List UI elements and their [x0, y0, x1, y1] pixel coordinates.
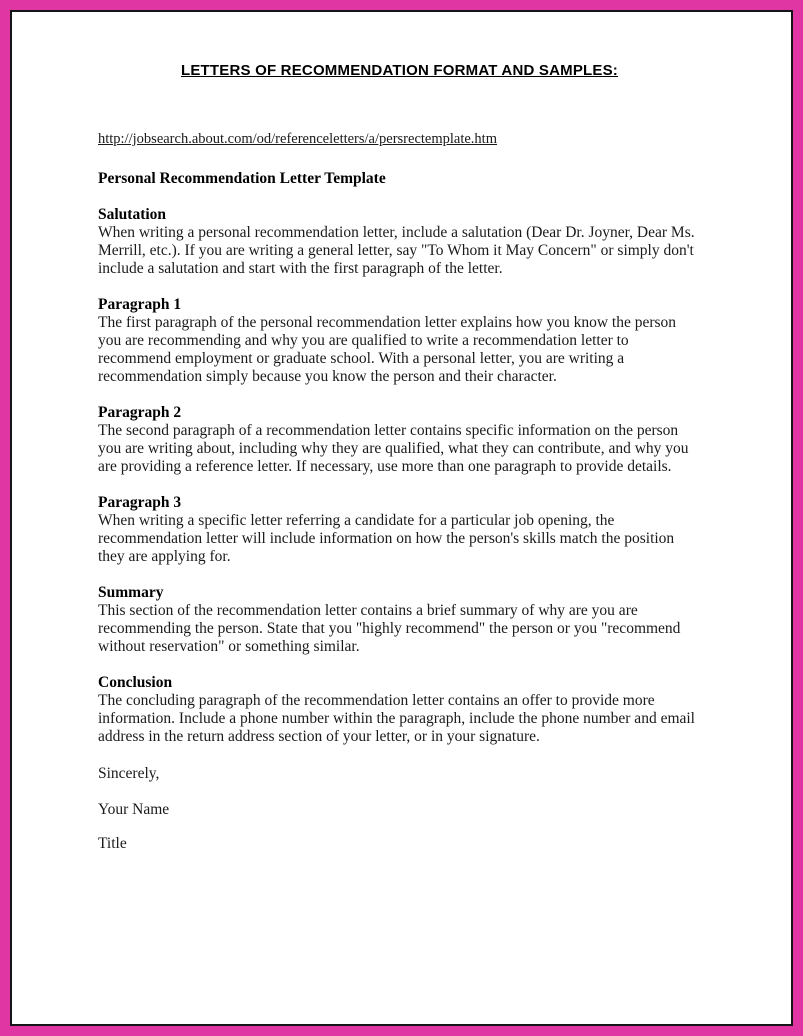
section-body: The first paragraph of the personal recommendation letter explains how you know the person you are recommending and why you are qualified to write a recommendation letter to recommend employment or graduate school. With a personal letter, you are writing a recommendation simply because you know the person and their character. — [98, 314, 677, 385]
document-page — [10, 10, 793, 1026]
section-heading: Conclusion — [98, 674, 173, 691]
section-heading: Summary — [98, 584, 164, 601]
section-summary — [98, 584, 701, 656]
document-subtitle: Personal Recommendation Letter Template — [98, 170, 386, 187]
section-salutation — [98, 206, 701, 278]
section-heading: Paragraph 2 — [98, 404, 182, 421]
section-paragraph-1 — [98, 296, 701, 386]
section-body: The second paragraph of a recommendation letter contains specific information on the person you are writing about, including why they are qualified, what they can contribute, and why you are providing a reference letter. If necessary, use more than one paragraph to provide details. — [98, 422, 689, 475]
signature-name: Your Name — [98, 801, 170, 818]
section-body: This section of the recommendation letter contains a brief summary of why are you are recommending the person. State that you "highly recommend" the person or you "recommend without reservation" or something similar. — [98, 602, 681, 655]
section-paragraph-3 — [98, 494, 701, 566]
closing: Sincerely, — [98, 765, 160, 782]
section-heading: Paragraph 1 — [98, 296, 182, 313]
section-body: When writing a specific letter referring a candidate for a particular job opening, the recommendation letter will include information on how the person's skills match the position they are applying for. — [98, 512, 675, 565]
source-link[interactable]: http://jobsearch.about.com/od/referenceletters/a/persrectemplate.htm — [98, 131, 497, 147]
section-body: The concluding paragraph of the recommendation letter contains an offer to provide more information. Include a phone number within the paragraph, include the phone number and email address in the return address section of your letter, or in your signature. — [98, 692, 695, 745]
section-heading: Salutation — [98, 206, 167, 223]
section-paragraph-2 — [98, 404, 701, 476]
signature-title: Title — [98, 834, 127, 852]
document-content — [12, 12, 791, 853]
page-title: LETTERS OF RECOMMENDATION FORMAT AND SAMPLES: — [180, 62, 619, 79]
section-conclusion — [98, 674, 701, 746]
section-body: When writing a personal recommendation letter, include a salutation (Dear Dr. Joyner, Dear Ms. Merrill, etc.). If you are writing a general letter, say "To Whom it May Concern" or simply don't include a salutation and start with the first paragraph of the letter. — [98, 224, 695, 277]
section-heading: Paragraph 3 — [98, 494, 182, 511]
